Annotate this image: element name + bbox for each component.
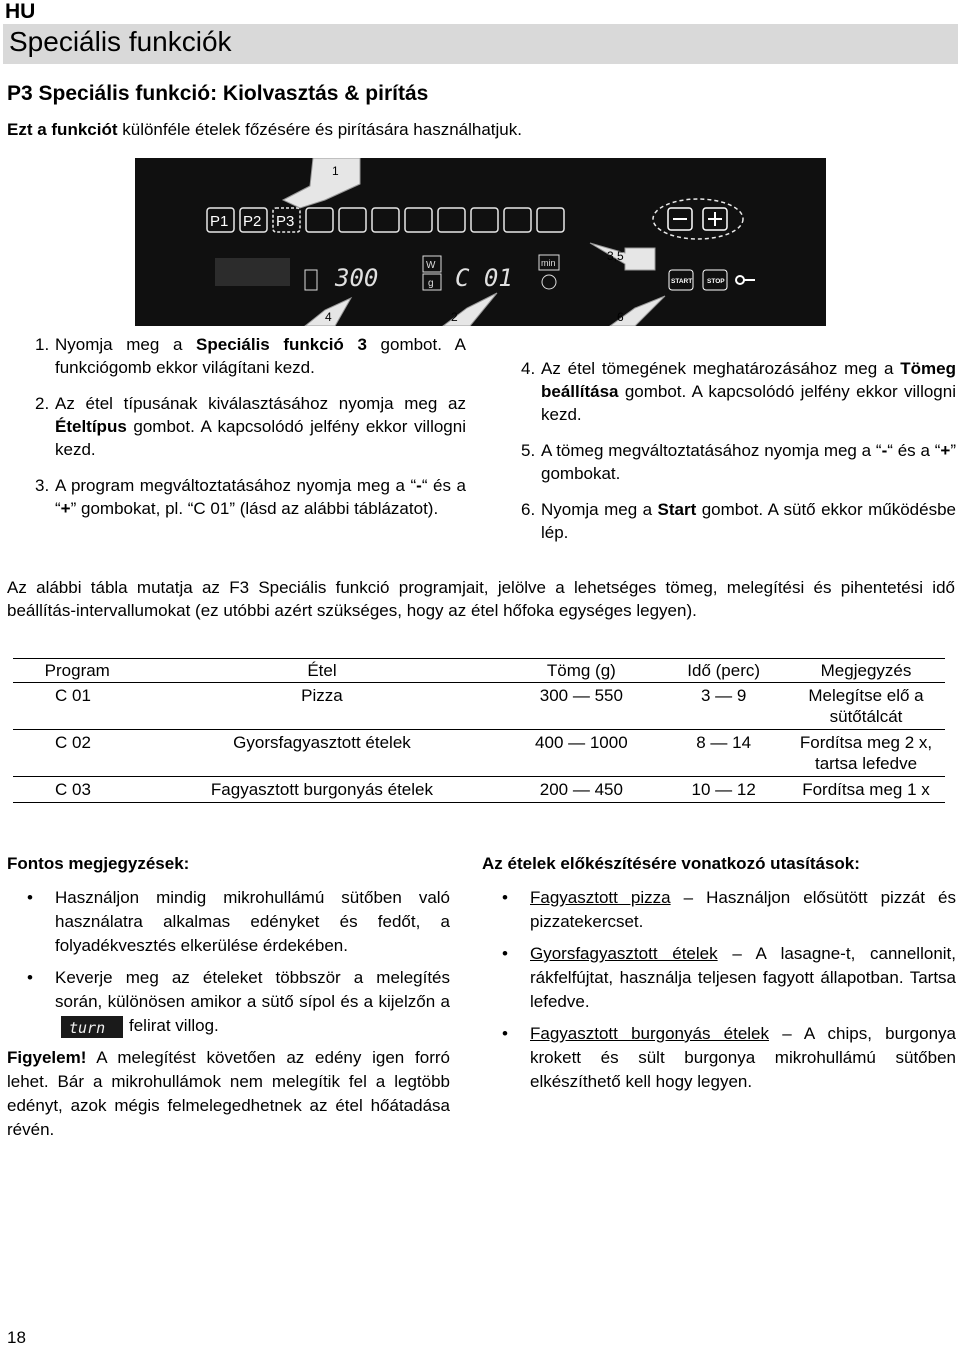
cell-time: 10 — 12 bbox=[660, 777, 787, 803]
step-bold: Speciális funkció 3 bbox=[196, 335, 367, 354]
step-bold: - bbox=[416, 476, 422, 495]
steps-right-column bbox=[521, 357, 956, 557]
important-notes bbox=[7, 852, 450, 1142]
step-bold: - bbox=[881, 441, 888, 460]
cell-time: 3 — 9 bbox=[660, 683, 787, 730]
list-item bbox=[482, 942, 956, 1014]
col-header-note: Megjegyzés bbox=[787, 659, 945, 683]
bullet-icon: • bbox=[502, 888, 508, 907]
cell-weight: 200 — 450 bbox=[502, 777, 660, 803]
step-bold: + bbox=[60, 499, 71, 518]
bullet-icon: • bbox=[27, 888, 33, 907]
instruction-text: – Használjon elősütött pizzát és pizzatekercset. bbox=[530, 888, 957, 931]
cell-program: C 01 bbox=[13, 683, 142, 730]
program-table bbox=[13, 658, 945, 803]
cell-note: Fordítsa meg 1 x bbox=[787, 777, 945, 803]
step-item bbox=[521, 498, 956, 544]
table-row bbox=[13, 777, 945, 803]
note-text: Használjon mindig mikrohullámú sütőben való használatra alkalmas edényket és fedőt, a folyadékvesztés elkerülése érdekében. bbox=[55, 888, 450, 955]
page-title: Speciális funkciók bbox=[9, 26, 232, 57]
step-text: Az étel tömegének meghatározásához meg a bbox=[541, 359, 901, 378]
step-bold: Start bbox=[657, 500, 697, 519]
food-type: Fagyasztott pizza bbox=[530, 888, 671, 907]
step-text: A tömeg megváltoztatásához nyomja meg a “ bbox=[541, 441, 882, 460]
callout-3-5-label: 3,5 bbox=[607, 249, 624, 263]
p2-label: P2 bbox=[243, 213, 262, 230]
step-number: 1. bbox=[35, 335, 50, 354]
intro-text bbox=[7, 120, 522, 140]
page-title-bar bbox=[3, 24, 958, 64]
cell-program: C 02 bbox=[13, 730, 142, 777]
step-text: Nyomja meg a bbox=[55, 335, 197, 354]
intro-bold: Ezt a funkciót bbox=[7, 120, 118, 139]
temperature-display: 300 bbox=[335, 264, 379, 292]
list-item bbox=[7, 886, 450, 958]
step-text: gombot. A kapcsolódó jelfény ekkor villogni kezd. bbox=[541, 382, 956, 424]
callout-2-label: 2 bbox=[451, 310, 458, 324]
step-item bbox=[35, 474, 466, 520]
callout-4-label: 4 bbox=[325, 310, 332, 324]
note-text: felirat villog. bbox=[129, 1016, 219, 1035]
step-text: Az étel típusának kiválasztásához nyomja meg az bbox=[55, 394, 466, 413]
cell-time: 8 — 14 bbox=[660, 730, 787, 777]
program-display: C 01 bbox=[455, 264, 513, 292]
step-text: ” gombokat, pl. “C 01” (lásd az alábbi táblázatot). bbox=[70, 499, 439, 518]
p1-label: P1 bbox=[210, 213, 229, 230]
cell-food: Pizza bbox=[142, 683, 503, 730]
stop-label: STOP bbox=[707, 278, 725, 285]
step-number: 4. bbox=[521, 359, 536, 378]
food-type: Fagyasztott burgonyás ételek bbox=[530, 1024, 770, 1043]
weight-w-label: W bbox=[426, 260, 436, 271]
page-number: 18 bbox=[7, 1328, 26, 1347]
col-header-time: Idő (perc) bbox=[660, 659, 787, 683]
cell-note: Fordítsa meg 2 x, tartsa lefedve bbox=[787, 730, 945, 777]
timer-min-label: min bbox=[541, 258, 556, 268]
notes-heading: Fontos megjegyzések: bbox=[7, 854, 190, 873]
start-label: START bbox=[671, 278, 693, 285]
step-number: 5. bbox=[521, 441, 536, 460]
bullet-icon: • bbox=[502, 944, 508, 963]
step-bold: Ételtípus bbox=[55, 417, 127, 436]
left-blank-display bbox=[215, 258, 290, 286]
step-text: Nyomja meg a bbox=[541, 500, 658, 519]
table-row bbox=[13, 730, 945, 777]
cell-weight: 300 — 550 bbox=[502, 683, 660, 730]
table-row bbox=[13, 683, 945, 730]
cell-food: Gyorsfagyasztott ételek bbox=[142, 730, 503, 777]
step-item bbox=[35, 333, 466, 379]
col-header-program: Program bbox=[13, 659, 142, 683]
step-text: ” gombokat. bbox=[541, 441, 956, 483]
step-text: gombot. A sütő ekkor működésbe lép. bbox=[541, 500, 956, 542]
step-number: 2. bbox=[35, 394, 50, 413]
turn-display-text: turn bbox=[69, 1018, 106, 1037]
step-number: 6. bbox=[521, 500, 536, 519]
turn-display-icon bbox=[61, 1016, 123, 1038]
step-bold: + bbox=[940, 441, 951, 460]
control-panel-illustration bbox=[135, 158, 826, 326]
step-number: 3. bbox=[35, 476, 50, 495]
preparation-instructions bbox=[482, 852, 956, 1102]
section-title: P3 Speciális funkció: Kiolvasztás & pirítás bbox=[7, 82, 429, 105]
warning-bold: Figyelem! bbox=[7, 1048, 87, 1067]
warning-body: A melegítést követően az edény igen forró lehet. Bár a mikrohullámok nem melegítik fel a legtöbb edényt, azok mégis felmelegedhetnek az étel hőátadása révén. bbox=[7, 1048, 450, 1139]
step-text: gombot. A kapcsolódó jelfény ekkor villogni kezd. bbox=[55, 417, 466, 459]
col-header-weight: Tömg (g) bbox=[502, 659, 660, 683]
step-item bbox=[35, 392, 466, 461]
p3-label: P3 bbox=[276, 213, 295, 230]
warning-text bbox=[7, 1046, 450, 1142]
step-item bbox=[521, 357, 956, 426]
cell-note: Melegítse elő a sütőtálcát bbox=[787, 683, 945, 730]
col-header-food: Étel bbox=[142, 659, 503, 683]
instruction-text: – A lasagne-t, cannellonit, rákfelfújtat, használja teljesen fagyott állapotban. Tartsa lefedve. bbox=[530, 944, 956, 1011]
list-item bbox=[7, 966, 450, 1038]
note-text: Keverje meg az ételeket többször a melegítés során, különösen amikor a sütő sípol és a kijelzőn a bbox=[55, 968, 450, 1011]
list-item bbox=[482, 886, 956, 934]
weight-g-label: g bbox=[428, 278, 434, 289]
bullet-icon: • bbox=[27, 968, 33, 987]
callout-6-label: 6 bbox=[617, 310, 624, 324]
food-type: Gyorsfagyasztott ételek bbox=[530, 944, 718, 963]
list-item bbox=[482, 1022, 956, 1094]
bullet-icon: • bbox=[502, 1024, 508, 1043]
table-header-row bbox=[13, 659, 945, 683]
step-item bbox=[521, 439, 956, 485]
step-text: A program megváltoztatásához nyomja meg a “ bbox=[55, 476, 417, 495]
callout-1-label: 1 bbox=[332, 164, 339, 178]
instructions-heading: Az ételek előkészítésére vonatkozó utasítások: bbox=[482, 854, 860, 873]
table-description: Az alábbi tábla mutatja az F3 Speciális funkció programjait, jelölve a lehetséges tömeg, melegítési és pihentetési idő beállítás-intervallumokat (ez utóbbi azért szükséges, hogy az étel hőfoka egységes legyen). bbox=[7, 578, 955, 620]
steps-left-column bbox=[35, 333, 466, 533]
cell-program: C 03 bbox=[13, 777, 142, 803]
intro-rest: különféle ételek főzésére és pirítására használhatjuk. bbox=[117, 120, 522, 139]
step-text: gombot. A funkciógomb ekkor világítani kezd. bbox=[55, 335, 466, 377]
cell-food: Fagyasztott burgonyás ételek bbox=[142, 777, 503, 803]
step-bold: Tömeg beállítása bbox=[541, 359, 956, 401]
step-text: “ és a “ bbox=[55, 476, 466, 518]
language-code: HU bbox=[5, 0, 36, 23]
cell-weight: 400 — 1000 bbox=[502, 730, 660, 777]
instruction-text: – A chips, burgonya krokett és sült burgonya mikrohullámú sütőben elkészíthető kell hogy legyen. bbox=[530, 1024, 956, 1091]
step-text: “ és a “ bbox=[887, 441, 941, 460]
